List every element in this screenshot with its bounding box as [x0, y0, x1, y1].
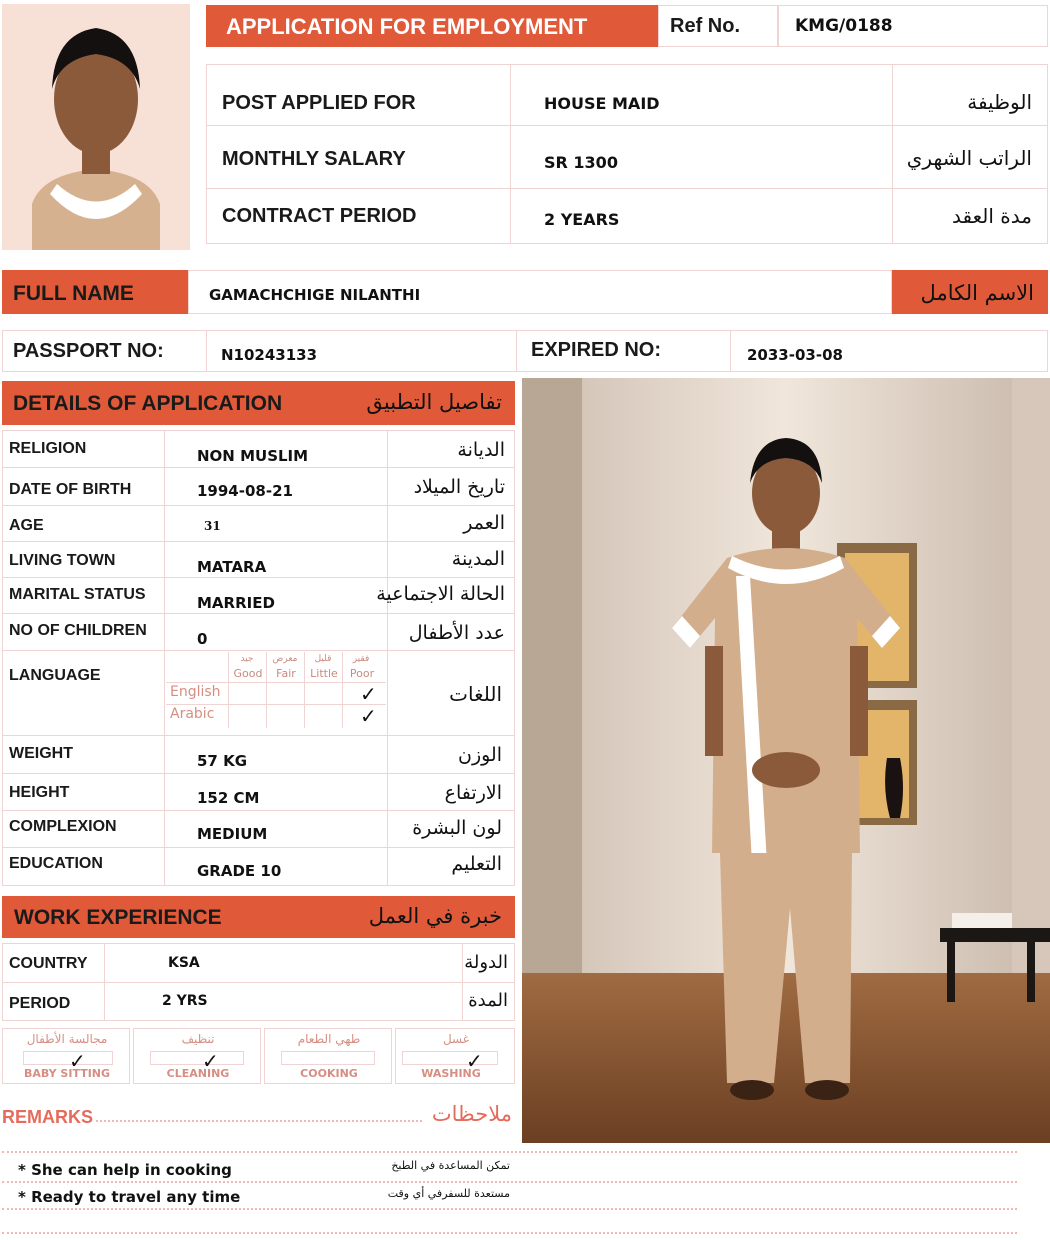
- work-title-ar: خبرة في العمل: [368, 904, 502, 928]
- remark-item: * She can help in cooking: [18, 1161, 232, 1179]
- education-value: GRADE 10: [197, 862, 282, 880]
- language-english: English: [170, 684, 221, 700]
- religion-ar: الديانة: [457, 439, 505, 461]
- passport-value: N10243133: [221, 346, 318, 364]
- monthly-salary-ar: الراتب الشهري: [906, 146, 1032, 170]
- remark-item: * Ready to travel any time: [18, 1188, 241, 1206]
- full-name-label: FULL NAME: [13, 282, 134, 305]
- children-label: NO OF CHILDREN: [9, 622, 147, 639]
- skill-cooking: [264, 1028, 392, 1084]
- full-name-ar: الاسم الكامل: [920, 281, 1034, 305]
- remark-item-ar: تمكن المساعدة في الطبخ: [391, 1159, 510, 1172]
- height-value: 152 CM: [197, 789, 260, 807]
- complexion-label: COMPLEXION: [9, 818, 117, 835]
- page-title: APPLICATION FOR EMPLOYMENT: [226, 14, 588, 39]
- expired-label: EXPIRED NO:: [531, 339, 662, 361]
- language-ar: اللغات: [449, 682, 502, 706]
- full-name-value: GAMACHCHIGE NILANTHI: [209, 286, 421, 304]
- language-grid: [166, 652, 386, 728]
- skill-cleaning: [133, 1028, 261, 1084]
- marital-status-ar: الحالة الاجتماعية: [376, 583, 505, 605]
- height-ar: الارتفاع: [444, 782, 502, 804]
- monthly-salary-label: MONTHLY SALARY: [222, 148, 406, 170]
- remarks-dotted-line: [96, 1120, 422, 1122]
- contract-period-label: CONTRACT PERIOD: [222, 205, 417, 227]
- work-title: WORK EXPERIENCE: [14, 906, 222, 929]
- dob-value: 1994-08-21: [197, 482, 293, 500]
- marital-status-label: MARITAL STATUS: [9, 586, 146, 603]
- skills-row: [2, 1028, 515, 1084]
- period-label: PERIOD: [9, 995, 71, 1012]
- level-fair-ar: معرض: [272, 654, 298, 664]
- level-poor: Poor: [349, 667, 375, 680]
- cleaning-check-icon: ✓: [202, 1049, 219, 1073]
- baby-sitting-check-icon: ✓: [69, 1049, 86, 1073]
- remarks-label: REMARKS: [2, 1107, 94, 1127]
- skill-cleaning-ar: تنظيف: [181, 1032, 215, 1046]
- living-town-label: LIVING TOWN: [9, 552, 116, 569]
- portrait-photo: [2, 4, 190, 250]
- language-arabic: Arabic: [170, 706, 215, 722]
- remarks-ar: ملاحظات: [431, 1102, 512, 1126]
- skill-cleaning-en: CLEANING: [166, 1067, 230, 1080]
- washing-check-icon: ✓: [466, 1049, 483, 1073]
- remark-item-ar: مستعدة للسفرفي أي وقت: [387, 1187, 510, 1200]
- education-label: EDUCATION: [9, 855, 103, 872]
- age-value: 31: [204, 519, 221, 533]
- level-little: Little: [310, 667, 338, 680]
- skill-cooking-en: COOKING: [300, 1067, 358, 1080]
- skill-baby-sitting-en: BABY SITTING: [23, 1067, 111, 1080]
- details-title: DETAILS OF APPLICATION: [13, 392, 283, 415]
- monthly-salary-value: SR 1300: [544, 153, 618, 172]
- language-label: LANGUAGE: [9, 667, 101, 684]
- country-value: KSA: [168, 955, 200, 971]
- children-ar: عدد الأطفال: [408, 622, 505, 644]
- age-label: AGE: [9, 517, 44, 534]
- full-body-photo: [522, 378, 1050, 1143]
- skill-washing: [395, 1028, 515, 1084]
- english-check-icon: ✓: [360, 682, 377, 706]
- ref-value: KMG/0188: [795, 16, 893, 36]
- weight-value: 57 KG: [197, 752, 248, 770]
- country-ar: الدولة: [464, 952, 508, 973]
- level-good-ar: جيد: [240, 654, 254, 664]
- dob-ar: تاريخ الميلاد: [413, 476, 505, 498]
- skill-baby-sitting: [2, 1028, 130, 1084]
- expired-value: 2033-03-08: [747, 346, 843, 364]
- marital-status-value: MARRIED: [197, 594, 275, 612]
- religion-value: NON MUSLIM: [197, 447, 309, 465]
- height-label: HEIGHT: [9, 784, 70, 801]
- skill-cooking-ar: طهي الطعام: [297, 1032, 361, 1046]
- skill-washing-en: WASHING: [421, 1067, 481, 1080]
- post-applied-value: HOUSE MAID: [544, 94, 660, 113]
- passport-label: PASSPORT NO:: [13, 340, 164, 362]
- period-value: 2 YRS: [162, 993, 208, 1009]
- ref-label: Ref No.: [670, 15, 740, 37]
- education-ar: التعليم: [451, 853, 502, 875]
- country-label: COUNTRY: [9, 955, 88, 972]
- arabic-check-icon: ✓: [360, 704, 377, 728]
- period-ar: المدة: [468, 990, 508, 1011]
- living-town-ar: المدينة: [451, 548, 505, 570]
- weight-ar: الوزن: [457, 744, 502, 766]
- complexion-ar: لون البشرة: [412, 817, 502, 839]
- contract-period-value: 2 YEARS: [544, 210, 620, 229]
- weight-label: WEIGHT: [9, 745, 73, 762]
- contract-period-ar: مدة العقد: [952, 204, 1032, 228]
- skill-baby-sitting-ar: مجالسة الأطفال: [26, 1032, 108, 1046]
- level-poor-ar: فقير: [352, 654, 370, 664]
- complexion-value: MEDIUM: [197, 825, 268, 843]
- dob-label: DATE OF BIRTH: [9, 481, 132, 498]
- age-ar: العمر: [463, 512, 505, 534]
- level-good: Good: [233, 667, 263, 680]
- details-title-ar: تفاصيل التطبيق: [366, 390, 502, 414]
- skill-washing-ar: غسل: [442, 1032, 470, 1046]
- children-value: 0: [197, 630, 208, 648]
- religion-label: RELIGION: [9, 440, 87, 457]
- level-little-ar: قليل: [314, 654, 332, 664]
- living-town-value: MATARA: [197, 558, 267, 576]
- level-fair: Fair: [276, 667, 296, 680]
- post-applied-label: POST APPLIED FOR: [222, 92, 416, 114]
- post-applied-ar: الوظيفة: [967, 90, 1032, 114]
